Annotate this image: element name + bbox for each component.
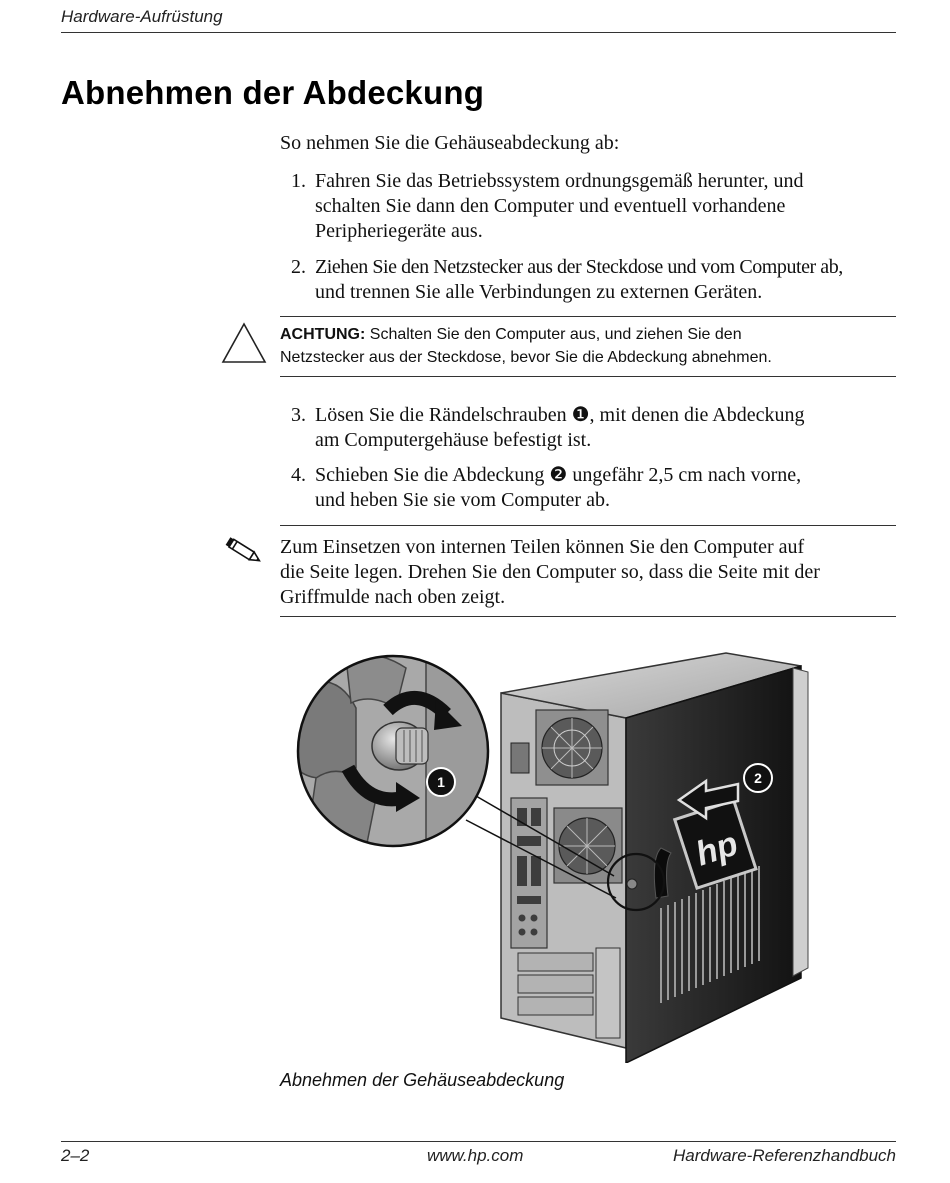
caution-line: Schalten Sie den Computer aus, und ziehen Sie den [369, 326, 742, 343]
running-header: Hardware-Aufrüstung [61, 7, 223, 26]
computer-cover-removal-illustration [296, 648, 811, 1063]
step-line: Fahren Sie das Betriebssystem ordnungsgemäß herunter, und [315, 170, 804, 192]
step-line: Lösen Sie die Rändelschrauben ❶, mit denen die Abdeckung [315, 404, 805, 426]
step-line: Ziehen Sie den Netzstecker aus der Steckdose und vom Computer ab, [315, 256, 843, 278]
intro-text: So nehmen Sie die Gehäuseabdeckung ab: [280, 132, 620, 154]
callout-1: 1 [437, 774, 445, 790]
step-line: schalten Sie dann den Computer und eventuell vorhandene [315, 195, 786, 217]
step-line: und trennen Sie alle Verbindungen zu externen Geräten. [315, 281, 763, 303]
caution-line: Netzstecker aus der Steckdose, bevor Sie die Abdeckung abnehmen. [280, 349, 772, 366]
caution-rule-top [280, 316, 896, 317]
header-rule [61, 32, 896, 33]
footer-rule [61, 1141, 896, 1142]
step-number: 3. [291, 404, 306, 426]
caution-label: ACHTUNG: [280, 326, 366, 343]
step-line: und heben Sie sie vom Computer ab. [315, 489, 610, 511]
step-line: Schieben Sie die Abdeckung ❷ ungefähr 2,5 cm nach vorne, [315, 464, 802, 486]
note-line: Griffmulde nach oben zeigt. [280, 586, 506, 608]
note-line: Zum Einsetzen von internen Teilen können Sie den Computer auf [280, 536, 805, 558]
hp-logo: hp [691, 824, 743, 874]
note-rule-bottom [280, 616, 896, 617]
callout-2: 2 [754, 770, 762, 786]
page-number: 2–2 [61, 1146, 90, 1165]
caution-rule-bottom [280, 376, 896, 377]
note-rule-top [280, 525, 896, 526]
note-line: die Seite legen. Drehen Sie den Computer so, dass die Seite mit der [280, 561, 820, 583]
section-title: Abnehmen der Abdeckung [61, 74, 485, 111]
footer-book-title: Hardware-Referenzhandbuch [672, 1146, 896, 1165]
footer-url: www.hp.com [427, 1146, 524, 1165]
figure-caption: Abnehmen der Gehäuseabdeckung [280, 1070, 565, 1090]
warning-triangle-icon [221, 322, 267, 364]
pencil-icon [220, 536, 266, 566]
step-number: 1. [291, 170, 306, 192]
note-text [280, 535, 895, 610]
step-line: Peripheriegeräte aus. [315, 220, 483, 242]
step-number: 4. [291, 464, 306, 486]
step-line: am Computergehäuse befestigt ist. [315, 429, 592, 451]
caution-text [280, 323, 900, 346]
step-number: 2. [291, 256, 306, 278]
